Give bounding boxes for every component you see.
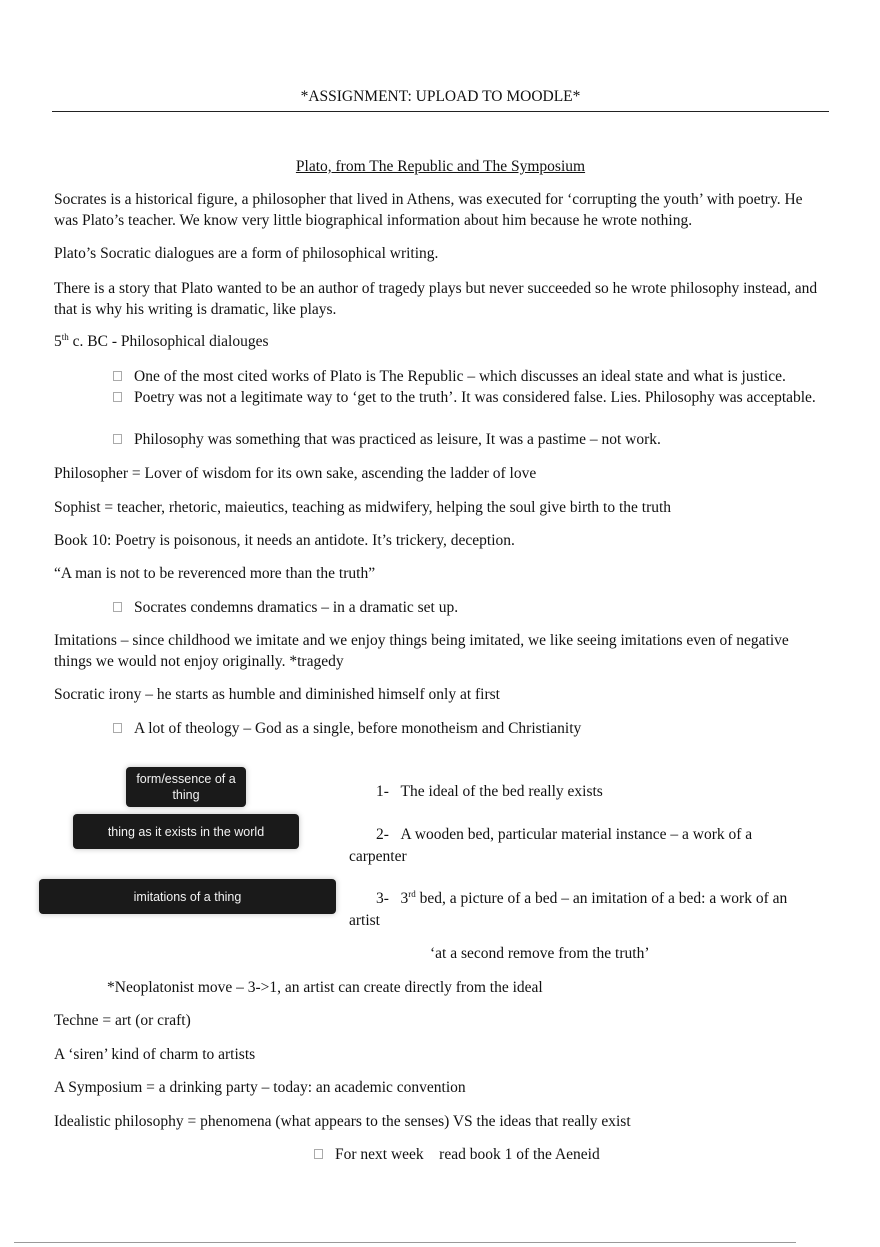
bullet-box-icon <box>113 392 122 402</box>
pyramid-bottom-box: imitations of a thing <box>39 879 336 914</box>
numbered-item-2-continued: carpenter <box>349 848 407 865</box>
bullet-box-icon <box>113 434 122 444</box>
paragraph-symposium: A Symposium = a drinking party – today: an academic convention <box>54 1079 466 1096</box>
footer-divider <box>14 1242 796 1243</box>
bullet-dramatics <box>113 597 825 618</box>
paragraph-story: There is a story that Plato wanted to be an author of tragedy plays but never succeeded so he wrote philosophy instead, and that is why his writing is dramatic, like plays. <box>54 280 818 318</box>
item-number: 2- <box>376 826 389 843</box>
paragraph-quote: “A man is not to be reverenced more than the truth” <box>54 565 376 582</box>
bullet-text: Poetry was not a legitimate way to ‘get to the truth’. It was considered false. Lies. Philosophy was acceptable. <box>134 389 816 406</box>
paragraph-imitations: Imitations – since childhood we imitate and we enjoy things being imitated, we like seeing imitations even of negative things we would not enjoy originally. *tragedy <box>54 632 789 670</box>
bullet-poetry <box>113 387 825 408</box>
assignment-header: *ASSIGNMENT: UPLOAD TO MOODLE* <box>52 88 829 112</box>
bullet-theology <box>113 718 825 739</box>
paragraph-philosopher: Philosopher = Lover of wisdom for its own sake, ascending the ladder of love <box>54 465 537 482</box>
bullet-text: Socrates condemns dramatics – in a dramatic set up. <box>134 599 459 616</box>
bullet-box-icon <box>113 723 122 733</box>
numbered-item-3-continued: artist <box>349 912 380 929</box>
paragraph-book10: Book 10: Poetry is poisonous, it needs an antidote. It’s trickery, deception. <box>54 532 515 549</box>
paragraph-neoplatonist: *Neoplatonist move – 3->1, an artist can create directly from the ideal <box>107 979 543 996</box>
bullet-box-icon <box>113 602 122 612</box>
pyramid-middle-box: thing as it exists in the world <box>73 814 299 849</box>
paragraph-techne: Techne = art (or craft) <box>54 1012 191 1029</box>
bullet-text: One of the most cited works of Plato is The Republic – which discusses an ideal state and what is justice. <box>134 368 786 385</box>
bullet-republic <box>113 366 825 387</box>
bullet-next-week <box>314 1144 814 1165</box>
item-ordinal-superscript: rd <box>408 888 416 899</box>
numbered-item-2 <box>376 824 752 846</box>
bullet-box-icon <box>113 371 122 381</box>
pyramid-top-box: form/essence of a thing <box>126 767 246 807</box>
item-number: 3- <box>376 890 389 907</box>
item-text: The ideal of the bed really exists <box>400 783 603 800</box>
bullet-text: For next week read book 1 of the Aeneid <box>335 1146 600 1163</box>
bullet-text: Philosophy was something that was practiced as leisure, It was a pastime – not work. <box>134 431 661 448</box>
paragraph-century <box>54 331 829 352</box>
paragraph-socrates: Socrates is a historical figure, a philosopher that lived in Athens, was executed for ‘corrupting the youth’ with poetry. He was Plato’s teacher. We know very little biographical information about him because he wrote nothing. <box>54 191 803 229</box>
bullet-box-icon <box>314 1149 323 1159</box>
paragraph-sophist: Sophist = teacher, rhetoric, maieutics, teaching as midwifery, helping the soul give birth to the truth <box>54 499 672 516</box>
item-ordinal: 3 <box>400 890 409 907</box>
paragraph-irony: Socratic irony – he starts as humble and diminished himself only at first <box>54 686 500 703</box>
item-number: 1- <box>376 783 389 800</box>
item-text: A wooden bed, particular material instance – a work of a <box>400 826 753 843</box>
bullet-text: A lot of theology – God as a single, before monotheism and Christianity <box>134 720 582 737</box>
century-superscript: th <box>61 331 69 342</box>
paragraph-dialogues: Plato’s Socratic dialogues are a form of philosophical writing. <box>54 245 439 262</box>
paragraph-siren: A ‘siren’ kind of charm to artists <box>54 1046 256 1063</box>
document-title: Plato, from The Republic and The Symposium <box>295 158 586 175</box>
century-number: 5 <box>54 333 62 350</box>
numbered-item-3 <box>376 888 787 910</box>
numbered-item-1 <box>376 781 603 803</box>
item-text: bed, a picture of a bed – an imitation of a bed: a work of an <box>415 890 788 907</box>
century-text: c. BC - Philosophical dialouges <box>68 333 269 350</box>
second-remove-quote: ‘at a second remove from the truth’ <box>430 945 650 962</box>
paragraph-idealistic: Idealistic philosophy = phenomena (what appears to the senses) VS the ideas that really exist <box>54 1113 631 1130</box>
bullet-leisure <box>113 429 825 450</box>
